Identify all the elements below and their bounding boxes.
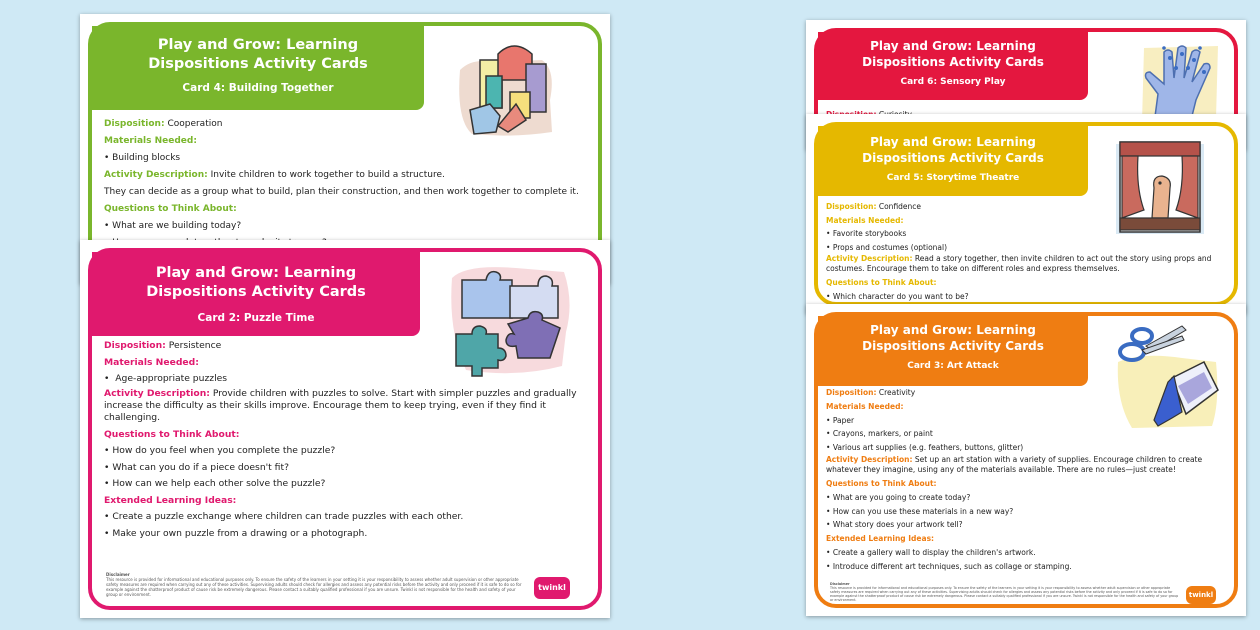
card4-frame: [88, 22, 602, 276]
card3-question-1: What are you going to create today?: [832, 492, 971, 502]
card4-material-1: Building blocks: [112, 153, 181, 163]
card4-disposition-label: Disposition:: [104, 119, 165, 129]
card5-frame: [814, 122, 1238, 306]
card2-twinkl-logo: [534, 577, 570, 599]
card5-body: Disposition: Confidence Materials Needed: • Favorite storybooks • Props and costumes (optional) Activity Description: Read a story together, then invite children to act out the story using props and costumes. Encourage them to take on different roles and express themselves. Questions to Think About: • Which character do you want to be?: [826, 200, 1236, 317]
card2-material-1: Age-appropriate puzzles: [115, 373, 228, 384]
card3-disposition-label: Disposition:: [826, 388, 877, 397]
card5-question-1: Which character do you want to be?: [832, 291, 969, 301]
card3-brand: twinkl: [1188, 591, 1214, 599]
card5-disposition: Confidence: [878, 202, 922, 211]
card3-activity-label: Activity Description:: [826, 454, 913, 464]
card5-banner: [818, 126, 1088, 196]
card2-extended-1: Create a puzzle exchange where children can trade puzzles with each other.: [112, 511, 464, 522]
theatre-valance: [1120, 142, 1200, 156]
card2-subtitle: Card 2: Puzzle Time: [197, 312, 315, 324]
card3-frame: [814, 312, 1238, 608]
card4-title: Play and Grow: Learning Dispositions Activity Cards: [148, 37, 368, 72]
card4-activity-more: They can decide as a group what to build, plan their construction, and then work together to complete it.: [104, 187, 579, 197]
card3-material-3: Various art supplies (e.g. feathers, buttons, glitter): [832, 443, 1024, 453]
card2-questions-label: Questions to Think About:: [104, 428, 240, 440]
card2-banner: [92, 252, 420, 336]
card2-disposition-label: Disposition:: [104, 340, 166, 351]
card3-sheet: [806, 304, 1246, 616]
card2-disposition: Persistence: [168, 340, 222, 351]
card3-material-2: Crayons, markers, or paint: [832, 429, 933, 439]
card5-activity: Read a story together, then invite children to act out the story using props and costumes. Encourage them to take on different roles and express themselves.: [826, 254, 1212, 273]
card3-title: Play and Grow: Learning Dispositions Activity Cards: [862, 323, 1044, 353]
card2-disclaimer: [106, 572, 526, 597]
card3-extended-2: Introduce different art techniques, such as collage or stamping.: [832, 561, 1072, 571]
card2-question-1: How do you feel when you complete the puzzle?: [112, 445, 336, 456]
scissors-icon: [1120, 326, 1186, 360]
card5-sheet: [806, 114, 1246, 314]
card4-materials-label: Materials Needed:: [104, 136, 197, 146]
card2-title: Play and Grow: Learning Dispositions Activity Cards: [146, 265, 366, 300]
card5-activity-label: Activity Description:: [826, 254, 913, 263]
card4-activity-lead: Invite children to work together to build a structure.: [210, 170, 445, 180]
card3-questions-label: Questions to Think About:: [826, 478, 937, 488]
card3-question-3: What story does your artwork tell?: [832, 520, 963, 530]
card3-disclaimer-text: This resource is provided for informational and educational purposes only. To ensure the safety of the learners in your setting it is your responsibility to assess whether adult supervision or other appropriate safety measures are required when carrying out any of these activities. Supervising adults should check for allergies and assess any potential risks before the activity and only proceed if it is safe to do so for example against the shatterproof product of cause risk be extremely dangerous. Please contact a suitably qualified professional if you are unsure. Twinkl is not responsible for the health and safety of your group or environment.: [830, 586, 1179, 602]
card3-subtitle: Card 3: Art Attack: [907, 361, 999, 371]
card2-brand: twinkl: [538, 583, 566, 592]
card3-banner: [818, 316, 1088, 386]
card2-question-3: How can we help each other solve the puzzle?: [112, 478, 326, 489]
card5-disposition-label: Disposition:: [826, 202, 877, 211]
card4-question-1: What are we building today?: [112, 221, 242, 231]
card4-questions-label: Questions to Think About:: [104, 204, 237, 214]
card5-material-1: Favorite storybooks: [832, 229, 907, 238]
card3-materials-label: Materials Needed:: [826, 401, 904, 411]
card3-extended-1: Create a gallery wall to display the children's artwork.: [832, 547, 1036, 557]
card2-activity: Provide children with puzzles to solve. Start with simpler puzzles and gradually increase the difficulty as their skills improve. Encourage them to keep trying, even if they find it challenging.: [104, 387, 577, 423]
card4-body: Disposition: Cooperation Materials Needed: • Building blocks Activity Description: Invite children to work together to build a structure. They can decide as a group what to build, plan their construction, and then work together to complete it. Questions to Think About: • What are we building today?: [104, 116, 604, 252]
card4-subtitle: Card 4: Building Together: [182, 82, 334, 94]
card4-activity-label: Activity Description:: [104, 170, 208, 180]
card3-question-2: How can you use these materials in a new way?: [832, 506, 1014, 516]
card6-subtitle: Card 6: Sensory Play: [900, 77, 1006, 87]
card2-sheet: [80, 240, 610, 618]
card3-disposition: Creativity: [878, 388, 916, 397]
card6-banner: [818, 32, 1088, 100]
card2-body: Disposition: Persistence Materials Needed: • Age-appropriate puzzles Activity Description: Provide children with puzzles to solve. Start with simpler puzzles and gradually increase the difficulty as their skills improve. Encourage them to keep trying, even if they find it challenging. Questions to Think About: • How do you feel when you complete the puzzle? • What can you do if a piece doesn't fit? • How can we help each other solve the puzzle? Extended Learning Ideas: • Create a puzzle exchange where children can trade puzzles with each other. • Make your own puzzle from a drawing or a photograph.: [104, 338, 594, 542]
card5-questions-label: Questions to Think About:: [826, 278, 937, 287]
block-teal: [486, 76, 502, 108]
card2-extended-2: Make your own puzzle from a drawing or a photograph.: [112, 527, 368, 539]
card2-question-2: What can you do if a piece doesn't fit?: [112, 461, 289, 473]
card2-extended-label: Extended Learning Ideas:: [104, 494, 237, 506]
card3-body: Disposition: Creativity Materials Needed: • Paper • Crayons, markers, or paint • Various art supplies (e.g. feathers, buttons, glitter) Activity Description: Set up an art station with a variety of supplies. Encourage children to create whatever they imagine, using any of the materials available. There are no rules—just create! Questions to Think About: • What are you going to create today? • How can you use these materials in a new way? • What story does your artwork tell? Extended Learning Ideas: • Create a gallery wall to display the children's artwork. • Introduce different art techniques, such as collage or stamping.: [826, 386, 1236, 574]
card5-title: Play and Grow: Learning Dispositions Activity Cards: [862, 135, 1044, 165]
card2-frame: [88, 248, 602, 610]
card5-material-2: Props and costumes (optional): [832, 242, 948, 252]
card3-material-1: Paper: [832, 415, 855, 425]
card4-banner: [92, 26, 424, 110]
card6-title: Play and Grow: Learning Dispositions Activity Cards: [862, 39, 1044, 69]
card2-activity-label: Activity Description:: [104, 387, 210, 399]
card2-disclaimer-text: This resource is provided for informational and educational purposes only. To ensure the safety of the learners in your setting it is your responsibility to assess whether adult supervision or other appropriate safety measures are required when carrying out any of these activities. Supervising adults should check for allergies and assess any potential risks before the activity and only proceed if it is safe to do so for example against the shatterproof product of cause risk be extremely dangerous. Please contact a suitably qualified professional if you are unsure. Twinkl is not responsible for the health and safety of your group or environment.: [106, 577, 522, 597]
card4-disposition: Cooperation: [167, 119, 223, 129]
card5-subtitle: Card 5: Storytime Theatre: [886, 173, 1020, 183]
card3-disclaimer-heading: Disclaimer: [830, 582, 850, 586]
card3-extended-label: Extended Learning Ideas:: [826, 534, 935, 544]
card3-activity: Set up an art station with a variety of supplies. Encourage children to create whatever they imagine, using any of the materials available. There are no rules—just create!: [826, 454, 1203, 474]
card2-materials-label: Materials Needed:: [104, 356, 199, 368]
card3-twinkl-logo: [1186, 586, 1216, 604]
card2-disclaimer-heading: Disclaimer: [106, 572, 130, 577]
card3-disclaimer: [830, 582, 1180, 602]
card5-materials-label: Materials Needed:: [826, 215, 904, 225]
